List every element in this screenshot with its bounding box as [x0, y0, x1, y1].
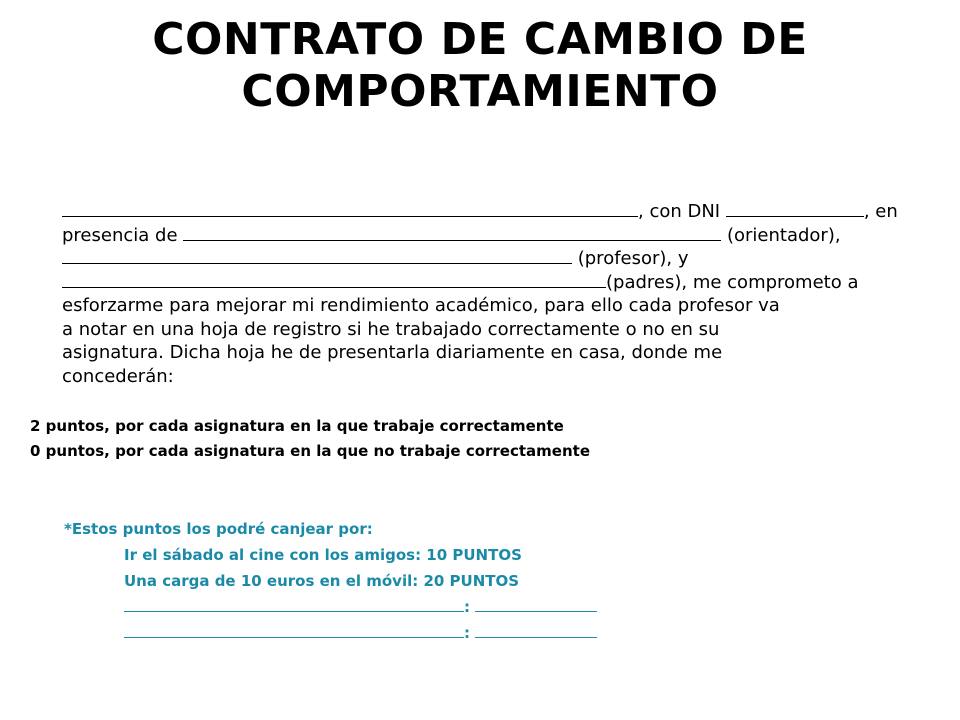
- title-line-2: COMPORTAMIENTO: [241, 66, 719, 117]
- reward-points-blank: [475, 597, 597, 612]
- name-blank: [62, 200, 638, 217]
- orientador-blank: [183, 224, 721, 241]
- points-rule-positive: 2 puntos, por cada asignatura en la que trabaje correctamente: [30, 417, 564, 435]
- contract-line-7: asignatura. Dicha hoja he de presentarla diariamente en casa, donde me: [62, 342, 723, 363]
- contract-line-8: concederán:: [62, 365, 174, 387]
- presencia-label: presencia de: [62, 224, 178, 246]
- reward-item: Ir el sábado al cine con los amigos: 10 PUNTOS: [124, 546, 522, 564]
- en-label: , en: [863, 201, 898, 222]
- reward-separator: :: [464, 624, 470, 642]
- reward-item: Una carga de 10 euros en el móvil: 20 PUNTOS: [124, 572, 520, 590]
- contract-line-2: [62, 224, 952, 248]
- rewards-section: [64, 516, 597, 646]
- dni-label: , con DNI: [638, 201, 721, 222]
- contract-line-1: [62, 200, 952, 224]
- orientador-label: (orientador),: [726, 224, 841, 246]
- profesor-blank: [62, 247, 572, 264]
- points-rule-zero: 0 puntos, por cada asignatura en la que no trabaje correctamente: [30, 442, 590, 460]
- contract-line-5: esforzarme para mejorar mi rendimiento académico, para ello cada profesor va: [62, 295, 780, 316]
- page-title: [0, 14, 960, 118]
- points-rules: [30, 414, 590, 464]
- contract-body: [62, 200, 952, 388]
- reward-separator: :: [464, 598, 470, 616]
- rewards-heading: *Estos puntos los podré canjear por:: [64, 520, 373, 538]
- profesor-label: (profesor), y: [577, 248, 689, 269]
- padres-blank: [62, 271, 606, 288]
- reward-name-blank: [124, 597, 464, 612]
- title-line-1: CONTRATO DE CAMBIO DE: [152, 14, 808, 65]
- reward-points-blank: [475, 623, 597, 638]
- reward-blank-row: [64, 594, 597, 620]
- contract-line-4: [62, 271, 952, 295]
- contract-line-3: [62, 247, 952, 271]
- reward-name-blank: [124, 623, 464, 638]
- dni-blank: [726, 200, 864, 217]
- padres-label: (padres), me comprometo a: [606, 271, 859, 293]
- contract-line-6: a notar en una hoja de registro si he trabajado correctamente o no en su: [62, 318, 720, 340]
- reward-blank-row: [64, 620, 597, 646]
